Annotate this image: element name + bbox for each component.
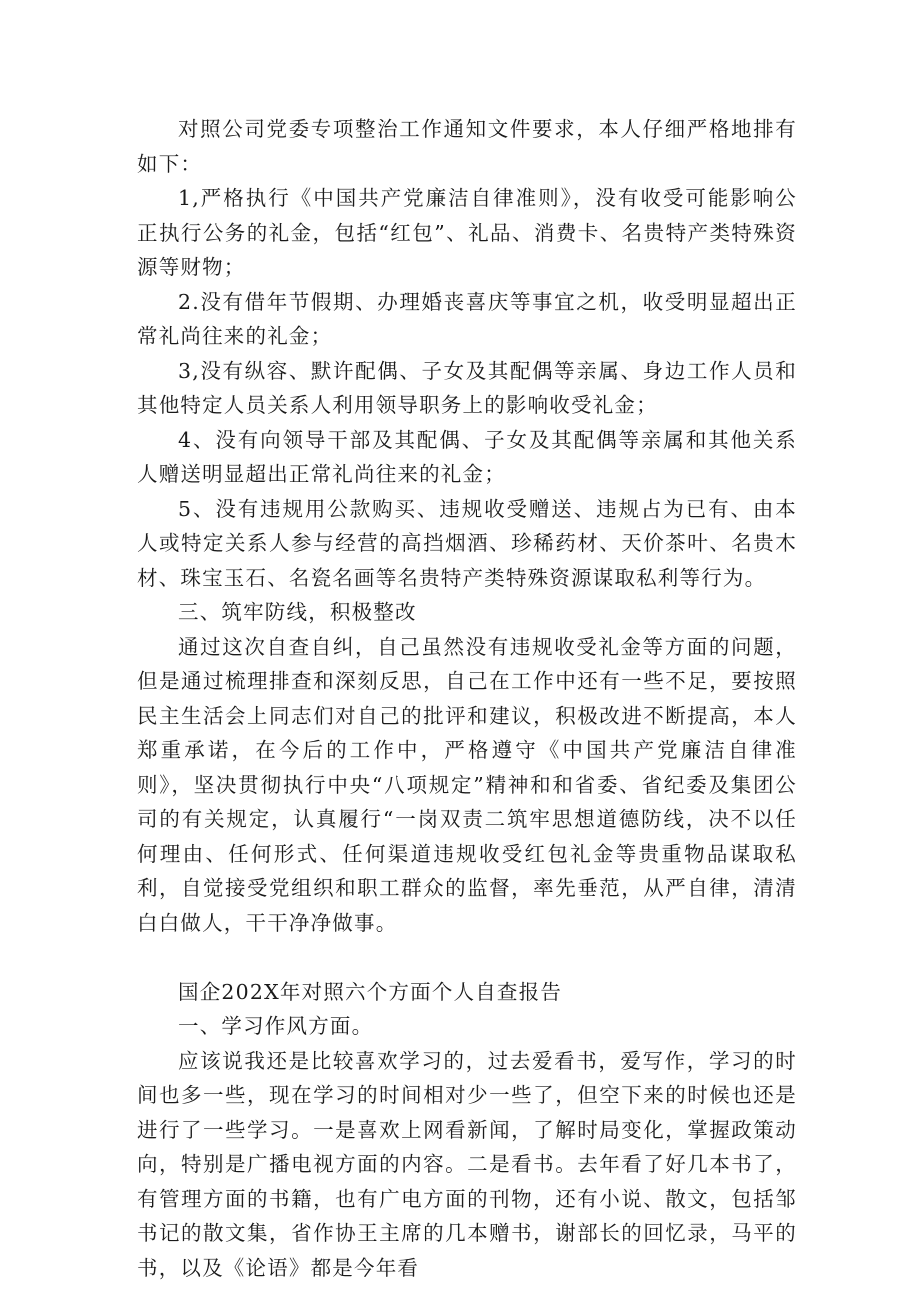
list-item: 2.没有借年节假期、办理婚丧喜庆等事宜之机，收受明显超出正常礼尚往来的礼金； xyxy=(137,289,797,348)
list-item: 4、没有向领导干部及其配偶、子女及其配偶等亲属和其他关系人赠送明显超出正常礼尚往来的礼金； xyxy=(137,427,797,486)
body-paragraph: 通过这次自查自纠，自己虽然没有违规收受礼金等方面的问题，但是通过梳理排查和深刻反思，自己在工作中还有一些不足，要按照民主生活会上同志们对自己的批评和建议，积极改进不断提高，本人郑重承诺，在今后的工作中，严格遵守《中国共产党廉洁自律准则》，坚决贯彻执行中央“八项规定”精神和和省委、省纪委及集团公司的有关规定，认真履行“一岗双责二筑牢思想道德防线，决不以任何理由、任何形式、任何渠道违规收受红包礼金等贵重物品谋取私利，自觉接受党组织和职工群众的监督，率先垂范，从严自律，清清白白做人，干干净净做事。 xyxy=(137,634,797,935)
report-title: 国企202X年对照六个方面个人自查报告 xyxy=(178,979,563,1004)
list-item: 1,严格执行《中国共产党廉洁自律准则》，没有收受可能影响公正执行公务的礼金，包括“红包”、礼品、消费卡、名贵特产类特殊资源等财物； xyxy=(137,186,797,279)
section-heading: 一、学习作风方面。 xyxy=(178,1014,374,1038)
section-heading: 三、筑牢防线，积极整改 xyxy=(178,600,417,624)
body-paragraph: 应该说我还是比较喜欢学习的，过去爱看书，爱写作，学习的时间也多一些，现在学习的时间相对少一些了，但空下来的时候也还是进行了一些学习。一是喜欢上网看新闻，了解时局变化，掌握政策动向，特别是广播电视方面的内容。二是看书。去年看了好几本书了，有管理方面的书籍，也有广电方面的刊物，还有小说、散文，包括邹书记的散文集，省作协王主席的几本赠书，谢部长的回忆录，马平的书，以及《论语》都是今年看 xyxy=(137,1048,797,1280)
spacer xyxy=(137,940,797,975)
intro-paragraph: 对照公司党委专项整治工作通知文件要求，本人仔细严格地排有如下： xyxy=(137,117,797,176)
list-item: 3,没有纵容、默许配偶、子女及其配偶等亲属、身边工作人员和其他特定人员关系人利用领导职务上的影响收受礼金； xyxy=(137,358,797,417)
document-body xyxy=(137,112,797,1285)
list-item: 5、没有违规用公款购买、违规收受赠送、违规占为已有、由本人或特定关系人参与经营的高挡烟酒、珍稀药材、天价茶叶、名贵木材、珠宝玉石、名瓷名画等名贵特产类特殊资源谋取私利等行为。 xyxy=(137,496,797,590)
